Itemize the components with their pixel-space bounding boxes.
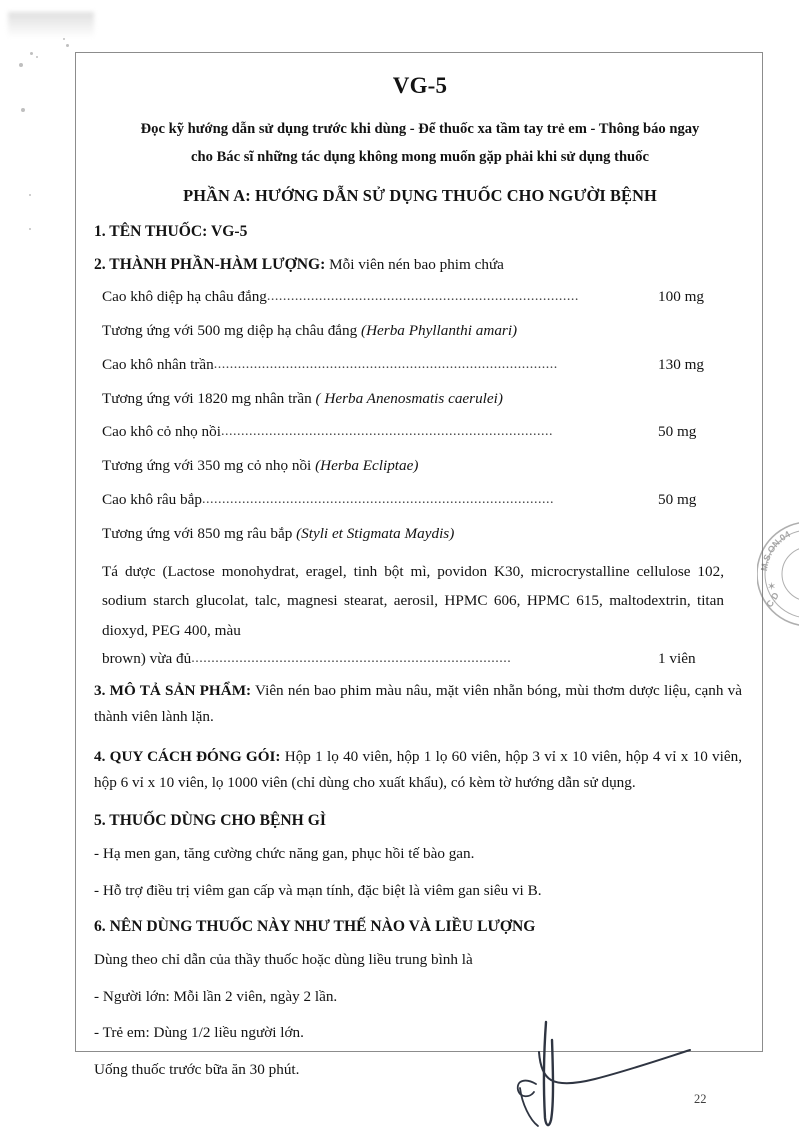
indication-item: - Hỗ trợ điều trị viêm gan cấp và mạn tính, đặc biệt là viêm gan siêu vi B. xyxy=(94,881,542,899)
scan-smudge xyxy=(8,12,94,38)
ingredient-equivalence xyxy=(102,455,746,478)
page-number: 22 xyxy=(694,1092,707,1106)
excipients-quantity-row xyxy=(102,648,746,671)
scan-speck xyxy=(30,52,33,55)
section-2-heading-bold: 2. THÀNH PHẦN-HÀM LƯỢNG: xyxy=(94,256,326,274)
ingredient-row xyxy=(102,286,746,309)
equivalence-text: Tương ứng với 1820 mg nhân trần xyxy=(102,389,316,407)
section-3-body: Viên nén bao phim màu nâu, mặt viên nhẵn bóng, mùi thơm dược liệu, cạnh và thành viên lành lặn. xyxy=(94,682,743,726)
safety-warning xyxy=(100,115,740,172)
excipients-amount: 1 viên xyxy=(658,649,696,667)
ingredient-amount: 50 mg xyxy=(658,423,697,441)
latin-name: (Styli et Stigmata Maydis) xyxy=(296,524,455,542)
latin-name: (Herba Phyllanthi amari) xyxy=(361,322,518,340)
svg-text:M.S.ON.04: M.S.ON.04 xyxy=(759,528,792,572)
section-5-heading: 5. THUỐC DÙNG CHO BỆNH GÌ xyxy=(94,811,326,829)
equivalence-text: Tương ứng với 500 mg diệp hạ châu đắng xyxy=(102,322,362,340)
ingredient-row xyxy=(102,421,746,444)
safety-warning-line-1: Đọc kỹ hướng dẫn sử dụng trước khi dùng - Để thuốc xa tầm tay trẻ em - Thông báo ngay xyxy=(140,121,700,137)
part-a-title: PHẦN A: HƯỚNG DẪN SỬ DỤNG THUỐC CHO NGƯỜI BỆNH xyxy=(183,185,657,205)
excipients-paragraph: Tá dược (Lactose monohydrat, eragel, tinh bột mì, povidon K30, microcrystalline cellulose 102, sodium starch glucolat, talc, magnesi stearat, aerosil, HPMC 606, HPMC 615, maltodextrin, titan dioxyd, PEG 400, màu xyxy=(102,562,724,639)
dot-leader: ................................................................................ xyxy=(191,650,512,666)
ingredient-equivalence xyxy=(102,320,746,343)
ingredient-name: Cao khô cỏ nhọ nồi xyxy=(102,423,221,441)
section-4-body: Hộp 1 lọ 40 viên, hộp 1 lọ 60 viên, hộp 3 vỉ x 10 viên, hộp 4 vỉ x 10 viên, hộp 6 vỉ x 10 viên, lọ 1000 viên (chỉ dùng cho xuất khẩu), có kèm tờ hướng dẫn sử dụng. xyxy=(94,747,742,791)
dot-leader: .............................................................................. xyxy=(266,289,579,305)
scan-speck xyxy=(36,56,38,58)
scan-speck xyxy=(29,228,31,230)
scan-speck xyxy=(19,63,23,67)
section-2-heading-normal: Mỗi viên nén bao phim chứa xyxy=(325,256,504,274)
dosage-item: Uống thuốc trước bữa ăn 30 phút. xyxy=(94,1061,300,1078)
document-content xyxy=(94,63,746,1078)
ingredient-row xyxy=(102,489,746,512)
dosage-item: - Trẻ em: Dùng 1/2 liều người lớn. xyxy=(94,1024,304,1042)
latin-name: ( Herba Anenosmatis caerulei) xyxy=(315,389,503,407)
ingredient-name: Cao khô râu bắp xyxy=(102,491,202,508)
section-4-block xyxy=(94,744,746,796)
ingredient-name: Cao khô diệp hạ châu đắng xyxy=(102,288,267,306)
indication-item: - Hạ men gan, tăng cường chức năng gan, phục hồi tế bào gan. xyxy=(94,845,475,863)
ingredient-list xyxy=(94,286,746,545)
dot-leader: ........................................................................................ xyxy=(201,492,554,507)
dosage-item: - Người lớn: Mỗi lần 2 viên, ngày 2 lần. xyxy=(94,987,338,1005)
scan-speck xyxy=(63,38,65,40)
dot-leader: ...................................................................................... xyxy=(213,356,558,372)
ingredient-name: Cao khô nhân trần xyxy=(102,355,214,373)
official-round-stamp xyxy=(757,512,799,636)
section-6-heading: 6. NÊN DÙNG THUỐC NÀY NHƯ THẾ NÀO VÀ LIỀU LƯỢNG xyxy=(94,918,536,936)
ingredient-amount: 50 mg xyxy=(658,491,697,508)
svg-text:✶: ✶ xyxy=(767,581,777,593)
dot-leader: ................................................................................... xyxy=(220,424,553,440)
section-2-heading xyxy=(94,253,746,277)
scan-speck xyxy=(66,44,69,47)
document-page-border xyxy=(75,52,763,1078)
equivalence-text: Tương ứng với 850 mg râu bắp xyxy=(102,524,297,542)
section-3-block xyxy=(94,678,746,730)
section-3-heading: 3. MÔ TẢ SẢN PHẨM: xyxy=(94,682,252,700)
scan-speck xyxy=(21,108,25,112)
section-4-heading: 4. QUY CÁCH ĐÓNG GÓI: xyxy=(94,747,281,765)
safety-warning-line-2: cho Bác sĩ những tác dụng không mong muốn gặp phải khi sử dụng thuốc xyxy=(191,149,649,166)
latin-name: (Herba Ecliptae) xyxy=(315,457,419,475)
excipients-qs-label: brown) vừa đủ xyxy=(102,649,192,667)
ingredient-equivalence xyxy=(102,523,746,546)
ingredient-row xyxy=(102,354,746,377)
ingredient-amount: 100 mg xyxy=(658,288,704,306)
ingredient-amount: 130 mg xyxy=(658,355,704,373)
equivalence-text: Tương ứng với 350 mg cỏ nhọ nồi xyxy=(102,457,316,475)
section-1-heading: 1. TÊN THUỐC: VG-5 xyxy=(94,222,248,240)
page-title: VG-5 xyxy=(392,73,448,98)
dosage-intro: Dùng theo chỉ dẫn của thầy thuốc hoặc dùng liều trung bình là xyxy=(94,951,473,969)
scan-speck xyxy=(29,194,31,196)
ingredient-equivalence xyxy=(102,388,746,411)
svg-text:C.D: C.D xyxy=(764,590,781,610)
